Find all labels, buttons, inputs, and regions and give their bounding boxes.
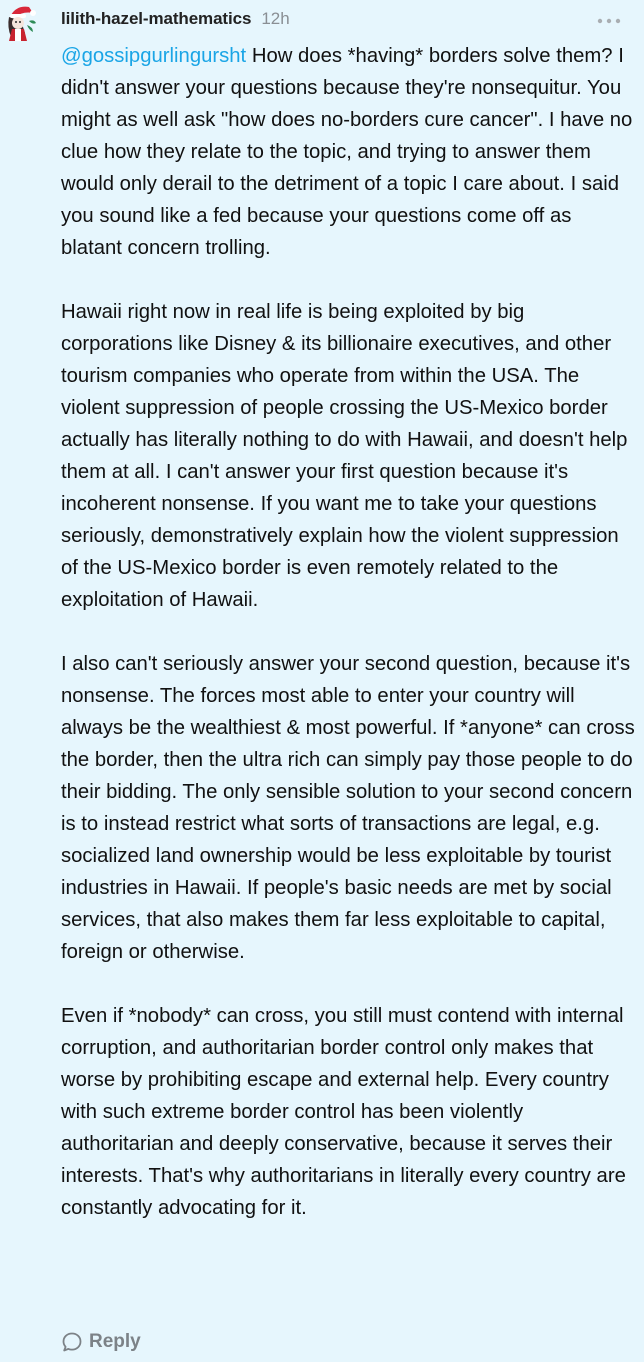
post-header (61, 9, 644, 33)
paragraph: Hawaii right now in real life is being exploited by big corporations like Disney & its billionaire executives, and other tourism companies who operate from within the USA. The violent suppression of people crossing the US-Mexico border actually has literally nothing to do with Hawaii, and doesn't help them at all. I can't answer your first question because it's incoherent nonsense. If you want me to take your questions seriously, demonstratively explain how the violent suppression of the US-Mexico border is even remotely related to the exploitation of Hawaii. (61, 301, 628, 611)
paragraph (61, 40, 636, 264)
username[interactable]: lilith-hazel-mathematics (61, 9, 252, 28)
more-options-button[interactable] (596, 13, 622, 29)
timestamp[interactable]: 12h (261, 9, 290, 28)
more-horizontal-icon (596, 13, 622, 29)
avatar[interactable] (3, 3, 39, 43)
reply-body (61, 40, 636, 1224)
paragraph: Even if *nobody* can cross, you still must contend with internal corruption, and authoritarian border control only makes that worse by prohibiting escape and external help. Every country with such extreme border control has been violently authoritarian and deeply conservative, because it serves their interests. That's why authoritarians in literally every country are constantly advocating for it. (61, 1005, 626, 1219)
speech-bubble-icon (61, 1331, 83, 1353)
mention-link[interactable]: @gossipgurlingursht (61, 45, 247, 67)
reply-button[interactable] (61, 1328, 141, 1356)
avatar-image (3, 3, 39, 43)
reply-label: Reply (89, 1331, 141, 1352)
paragraph: I also can't seriously answer your second question, because it's nonsense. The forces most able to enter your country will always be the wealthiest & most powerful. If *anyone* can cross the border, then the ultra rich can simply pay those people to do their bidding. The only sensible solution to your second concern is to instead restrict what sorts of transactions are legal, e.g. socialized land ownership would be less exploitable by tourist industries in Hawaii. If people's basic needs are met by social services, that also makes them far less exploitable to capital, foreign or otherwise. (61, 653, 635, 963)
paragraph-text: How does *having* borders solve them? I didn't answer your questions because they're nonsequitur. You might as well ask "how does no-borders cure cancer". I have no clue how they relate to the topic, and trying to answer them would only derail to the detriment of a topic I care about. I said you sound like a fed because your questions come off as blatant concern trolling. (61, 45, 633, 259)
